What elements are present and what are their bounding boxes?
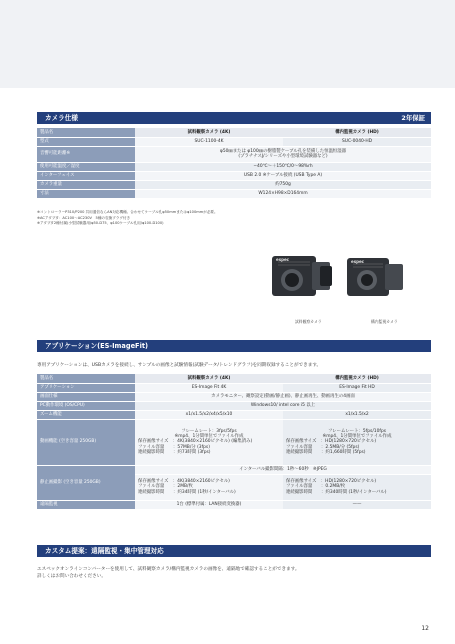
section-title: カスタム提案：遠隔監視・集中管理対応	[45, 547, 164, 555]
row-label: インターフェイス	[37, 171, 135, 180]
monitor-camera-photo	[343, 252, 409, 310]
remote-hd: ——	[283, 500, 431, 509]
row-label: 使用可能温度／湿度	[37, 162, 135, 171]
row-label: アプリケーション	[37, 383, 135, 392]
spec-line: 連続撮影時間 ：約1,660時間 (5fps)	[286, 449, 366, 455]
model-hd: SUC-0040-HD	[283, 137, 431, 146]
header-4k: 試料観察カメラ (4K)	[135, 128, 283, 137]
zoom-hd: x1/x1.5/x2	[283, 410, 431, 419]
compat-line1: φ50㎜または φ100㎜の樹脂製ケーブル孔を装備した恒温恒湿器	[219, 148, 347, 154]
page-number: 12	[421, 625, 429, 632]
camera-spec-header	[37, 112, 431, 124]
caption-monitor: 構内監視カメラ	[371, 319, 398, 324]
row-label: 型式	[37, 137, 135, 146]
fps-line: フレームレート：5fps/10fps	[327, 428, 387, 434]
remote-4k: 1台 (標準付属：LAN接続変換器)	[135, 500, 283, 509]
spec-line: 保存画像サイズ ：4K(3840×2160ピクセル) (編集済み)	[138, 439, 253, 445]
spec-line: ファイル容量 ：2MB/枚	[138, 484, 193, 490]
spec-line: ファイル容量 ：0.2MB/枚	[286, 484, 346, 490]
row-label: 画面仕様	[37, 392, 135, 401]
note-line: ※アダプタ2種付属(小型試験器用/φ50-D75、φ100ケーブル孔用/φ100-D100)	[37, 221, 164, 226]
spec-notes	[37, 210, 218, 227]
fps-line: フレームレート：3fps/5fps	[181, 428, 237, 434]
movie-hd	[283, 419, 431, 465]
section-title: カメラ仕様	[45, 114, 78, 122]
app-hd: ES-Image Fit HD	[283, 383, 431, 392]
spec-line: 連続撮影時間 ：約34時間 (1秒/インターバル)	[138, 489, 236, 495]
screens-value: カメラモニター、観察設定(動画/静止画)、静止画再生、動画再生の4画面	[135, 392, 431, 401]
brand-logo: espec	[351, 259, 365, 264]
row-value: USB 2.0 ※ケーブル接続 (USB Type A)	[135, 171, 431, 180]
row-value: W124×H98×D164mm	[135, 189, 431, 198]
still-4k	[135, 474, 283, 500]
header-label: 製品名	[37, 374, 135, 383]
app-4k: ES-Image Fit 4K	[135, 383, 283, 392]
movie-4k	[135, 419, 283, 465]
body-line: エスペックオンラインコンバーターを使用して、試料観察カメラ/構内監視カメラの画像を、遠隔地で確認することができます。	[37, 567, 300, 572]
top-band	[0, 0, 455, 88]
application-table	[37, 374, 431, 510]
brand-logo: espec	[276, 257, 290, 262]
compat-line2: (プラチナスJ/シリーズや小型環境試験器など)	[238, 154, 328, 159]
fps-note: ※mp4、1分間単位でファイル作成	[174, 434, 244, 440]
row-label: 静止画撮影 (空き容量 250GB)	[37, 465, 135, 500]
row-label: 遠隔監視	[37, 500, 135, 509]
row-value: −40℃〜＋150℃/0〜98%rh	[135, 162, 431, 171]
section-title: アプリケーション(ES-ImageFit)	[45, 342, 148, 350]
application-header	[37, 340, 431, 352]
spec-line: 保存画像サイズ ：HD(1280×720ピクセル)	[286, 479, 377, 485]
spec-line: 連続撮影時間 ：約340時間 (1秒/インターバル)	[286, 489, 387, 495]
spec-line: 保存画像サイズ ：HD(1280×720ピクセル)	[286, 439, 377, 445]
camera-spec-table	[37, 128, 431, 199]
row-label: ズーム機能	[37, 410, 135, 419]
fps-note: ※mp4、1分間単位でファイル作成	[322, 434, 392, 440]
model-4k: SUC-1100-4K	[135, 137, 283, 146]
row-label: 音響可能距離※	[37, 146, 135, 162]
custom-proposal-body	[37, 566, 299, 580]
row-label: カメラ重量	[37, 180, 135, 189]
pc-env-value: Windows10/ intel core i5 以上	[135, 401, 431, 410]
zoom-4k: x1/x1.5/x2/x4/x5/x10	[135, 410, 283, 419]
header-4k: 試料観察カメラ (4K)	[135, 374, 283, 383]
warranty-badge: 2年保証	[401, 114, 425, 122]
application-intro: 専用アプリケーションは、USBカメラを接続し、サンプルの画像と試験情報(試験データ/トレンドグラフ)を同期収録することができます。	[37, 363, 322, 368]
body-line: 詳しくはお問い合わせください。	[37, 574, 106, 579]
row-value	[135, 146, 431, 162]
spec-line: 保存画像サイズ ：4K(3840×2160ピクセル)	[138, 479, 230, 485]
spec-line: ファイル容量 ：57MB/分 (3fps)	[138, 444, 210, 450]
still-hd	[283, 474, 431, 500]
spec-line: 連続撮影時間 ：約73時間 (3fps)	[138, 449, 211, 455]
header-hd: 構内監視カメラ (HD)	[283, 128, 431, 137]
header-label: 製品名	[37, 128, 135, 137]
row-label: PC動作環境 (OS/CPU)	[37, 401, 135, 410]
header-hd: 構内監視カメラ (HD)	[283, 374, 431, 383]
row-label: 動画機能 (空き容量 250GB)	[37, 419, 135, 465]
note-line: ※ACアダプタ：AC100〜AC230V 5種の変換プラグ付き	[37, 215, 131, 220]
note-line: ※コントローラーP310/P200 共用通信ならAN対応機種。合わせてケーブル孔φ50mmまたはφ100mmが必要。	[37, 210, 218, 214]
spec-line: ファイル容量 ：2.5MB/分 (5fps)	[286, 444, 360, 450]
sample-camera-photo	[268, 248, 334, 306]
interval-value: インターバル撮影間隔：1秒〜60秒 ※JPEG	[135, 465, 431, 474]
caption-sample: 試料観察カメラ	[295, 319, 322, 324]
row-label: 寸法	[37, 189, 135, 198]
custom-proposal-header	[37, 545, 431, 557]
row-value: 約750g	[135, 180, 431, 189]
